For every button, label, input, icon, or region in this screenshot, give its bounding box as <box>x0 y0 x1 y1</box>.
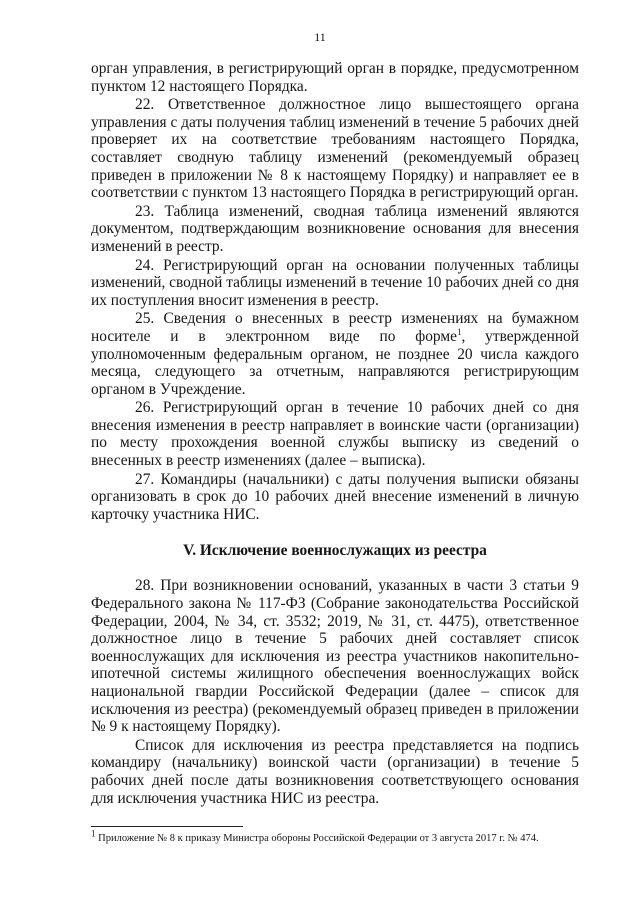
paragraph-23: 23. Таблица изменений, сводная таблица изменений являются документом, подтверждающим возникновение основания для внесения изменений в реестр. <box>91 202 579 255</box>
paragraph-26: 26. Регистрирующий орган в течение 10 рабочих дней со дня внесения изменения в реестр направляет в воинские части (организации) по месту прохождения военной службы выписку из сведений о внесенных в реестр изменениях (далее – выписка). <box>91 399 579 470</box>
footnote-text: Приложение № 8 к приказу Министра обороны Российской Федерации от 3 августа 2017 г. № 474. <box>95 833 539 844</box>
paragraph-22: 22. Ответственное должностное лицо вышестоящего органа управления с даты получения таблиц изменений в течение 5 рабочих дней проверяет их на соответствие требованиям настоящего Порядка, составляет сводную таблицу изменений (рекомендуемый образец приведен в приложении № 8 к настоящему Порядку) и направляет ее в соответствии с пунктом 13 настоящего Порядка в регистрирующий орган. <box>91 96 579 202</box>
footnote <box>91 828 579 845</box>
footnote-mark: 1 <box>91 828 96 839</box>
paragraph-continuation: орган управления, в регистрирующий орган в порядке, предусмотренном пунктом 12 настоящего Порядка. <box>91 60 579 95</box>
document-body <box>91 60 579 808</box>
paragraph-list-submission: Список для исключения из реестра представляется на подпись командиру (начальнику) воинской части (организации) в течение 5 рабочих дней после даты возникновения соответствующего основания для исключения участника НИС из реестра. <box>91 736 579 807</box>
paragraph-25 <box>91 310 579 398</box>
paragraph-28: 28. При возникновении оснований, указанных в части 3 статьи 9 Федерального закона № 117-ФЗ (Собрание законодательства Российской Федерации, 2004, № 34, ст. 3532; 2019, № 31, ст. 4475), ответственное должностное лицо в течение 5 рабочих дней составляет список военнослужащих для исключения из реестра участников накопительно-ипотечной системы жилищного обеспечения военнослужащих войск национальной гвардии Российской Федерации (далее – список для исключения из реестра) (рекомендуемый образец приведен в приложении № 9 к настоящему Порядку). <box>91 577 579 736</box>
page-number: 11 <box>314 30 326 44</box>
footnote-separator <box>91 826 243 827</box>
section-heading: V. Исключение военнослужащих из реестра <box>183 542 487 560</box>
paragraph-24: 24. Регистрирующий орган на основании полученных таблицы изменений, сводной таблицы изменений в течение 10 рабочих дней со дня их поступления вносит изменения в реестр. <box>91 256 579 309</box>
paragraph-27: 27. Командиры (начальники) с даты получения выписки обязаны организовать в срок до 10 рабочих дней внесение изменений в личную карточку участника НИС. <box>91 470 579 523</box>
footnote-reference: 1 <box>456 326 462 337</box>
paragraph-25-part-b: , утвержденной уполномоченным федеральным органом, не позднее 20 числа каждого месяца, следующего за отчетным, направляются регистрирующим органом в Учреждение. <box>91 327 579 398</box>
paragraph-25-part-a: 25. Сведения о внесенных в реестр изменениях на бумажном носителе и в электронном виде по форме <box>91 310 579 345</box>
